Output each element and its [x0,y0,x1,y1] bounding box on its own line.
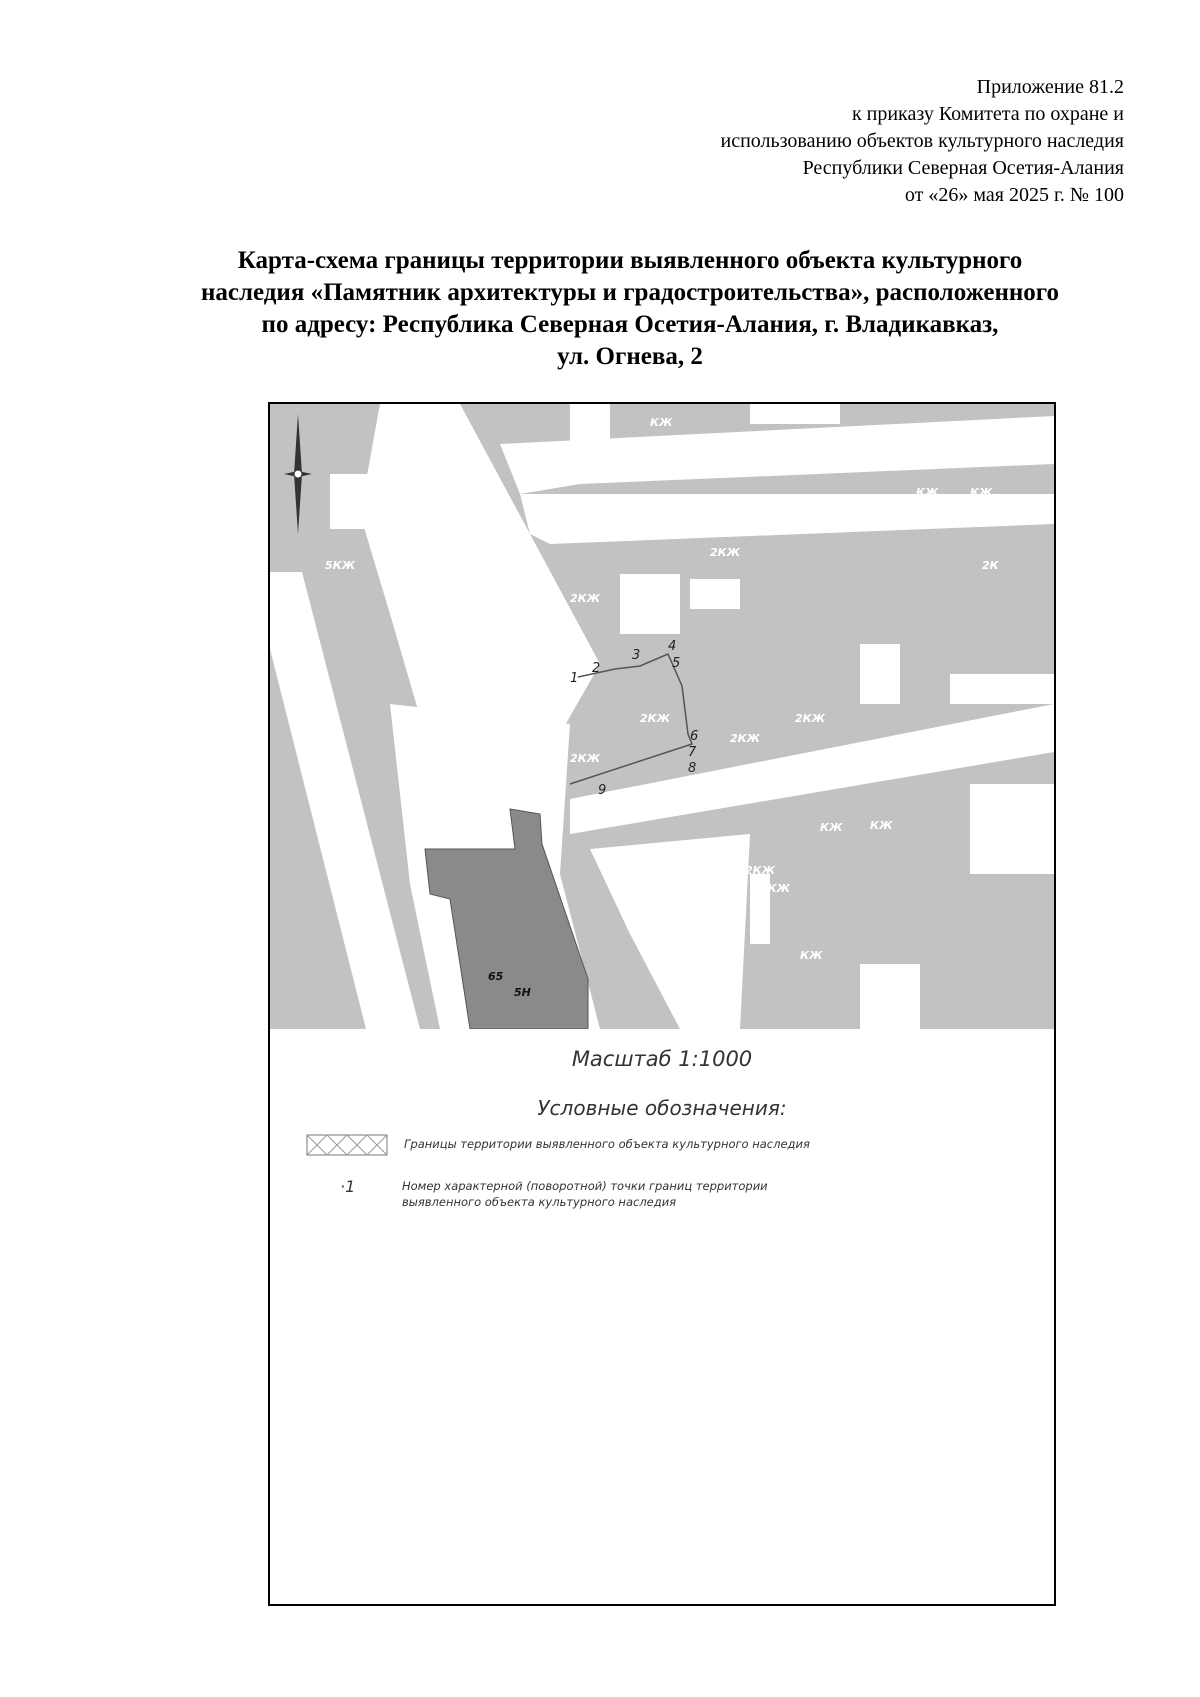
building-label: 2КЖ [570,752,601,765]
street-label: пер. Беляйского [807,741,904,774]
appendix-line: от «26» мая 2025 г. № 100 [904,184,1124,206]
gap [860,644,900,704]
building-label: 2КЖ [795,712,826,725]
building-label: КЖ [870,819,893,832]
appendix-line: Республики Северная Осетия-Алания [802,157,1124,179]
boundary-point-label: 3 [632,648,641,663]
building-label: 2К [982,559,999,572]
building-label: КЖ [916,486,939,499]
building-label: 5КЖ [325,559,356,572]
building-label: КЖ [435,436,458,449]
boundary-point-label: 7 [688,745,697,760]
map-canvas [270,404,1054,1029]
boundary-point-label: 9 [598,783,607,798]
map-frame [268,402,1056,1606]
legend-boundary-text: Границы территории выявленного объекта культурного наследия [404,1137,810,1151]
legend-point-text-2: выявленного объекта культурного наследия [402,1195,677,1209]
gap [690,579,740,609]
building-label: КЖ [845,507,868,520]
legend-title: Условные обозначения: [537,1096,787,1120]
legend-point-symbol: ·1 [340,1177,356,1196]
boundary-point-label: 1 [570,671,579,686]
appendix-line: Приложение 81.2 [976,76,1124,98]
building-label: 3КЖ [760,882,791,895]
building-label: КЖ [920,739,943,752]
building-label: КЖ [820,821,843,834]
gap [860,964,920,1029]
building-label: КЖ [445,539,468,552]
highlight-type-label: 5Н [514,986,531,999]
building-label: 2КЖ [640,712,671,725]
legend-point-number: 1 [345,1177,356,1196]
gap [950,674,1054,704]
appendix-header [721,74,1125,209]
map-scale: Масштаб 1:1000 [571,1047,753,1071]
building-label: 2КЖ [750,506,781,519]
document-title [130,245,1130,373]
building-label: КЖ [740,437,763,450]
building-label: КЖ [440,497,463,510]
boundary-point-label: 8 [688,761,697,776]
gap [620,574,680,634]
gap [330,474,410,529]
title-line: ул. Огнева, 2 [557,343,703,370]
building-label: КЖ [500,642,523,655]
boundary-point-label: 2 [592,661,601,676]
building-label: 2КЖ [730,732,761,745]
building-label: КЖ [650,416,673,429]
building-label: 2КЖ [770,412,801,425]
boundary-hatch-icon [306,1134,388,1156]
boundary-point-label: 6 [690,729,699,744]
title-line: Карта-схема границы территории выявленного объекта культурного [237,247,1023,274]
building-label: 2КЖ [570,592,601,605]
building-label: 5КЖ [655,949,686,962]
building-label: 2КЖ [745,864,776,877]
boundary-point-label: 4 [668,639,677,654]
title-line: наследия «Памятник архитектуры и градостроительства», расположенного [200,279,1060,306]
legend-point-text-1: Номер характерной (поворотной) точки границ территории [402,1179,768,1193]
appendix-line: к приказу Комитета по охране и [851,103,1124,125]
appendix-line: использованию объектов культурного наследия [720,130,1124,152]
highlight-number-label: 65 [488,970,504,983]
building-label: КЖ [970,486,993,499]
gap [970,784,1054,874]
building-label: 2КЖ [542,460,573,473]
building-label: КЖ [800,949,823,962]
building-label: 2КЖ [710,546,741,559]
gap [570,404,610,474]
title-line: по адресу: Республика Северная Осетия-Алания, г. Владикавказ, [261,311,999,338]
boundary-point-label: 5 [672,656,681,671]
